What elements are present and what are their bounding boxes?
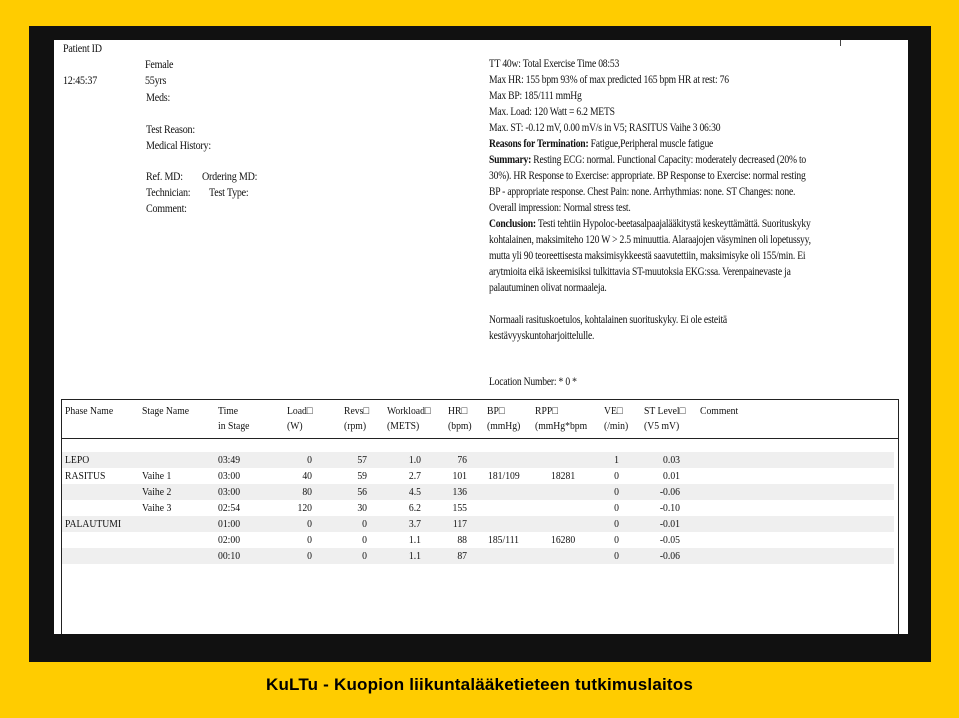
meds-label: Meds:	[146, 92, 171, 104]
column-header: Workload□	[387, 405, 431, 417]
table-cell: 4.5	[408, 486, 421, 498]
table-cell: 0	[614, 502, 619, 514]
table-cell: Vaihe 1	[142, 470, 172, 482]
table-cell: 136	[452, 486, 467, 498]
column-header: HR□	[448, 405, 468, 417]
summary-text: Resting ECG: normal. Functional Capacity: moderately decreased (20% to	[531, 154, 807, 166]
column-header: RPP□	[535, 405, 559, 417]
table-cell: 1.0	[408, 454, 421, 466]
column-header: Revs□	[344, 405, 370, 417]
table-cell: -0.05	[659, 534, 680, 546]
summary-line: Max BP: 185/111 mmHg	[489, 90, 582, 102]
table-row	[62, 484, 894, 500]
column-header: BP□	[487, 405, 505, 417]
column-header: Comment	[700, 405, 739, 417]
column-header: VE□	[604, 405, 623, 417]
conclusion-text: palautuminen olivat normaaleja.	[489, 282, 607, 294]
table-cell: 155	[452, 502, 467, 514]
column-unit: (mmHg*bpm	[535, 420, 588, 432]
column-unit: (bpm)	[448, 420, 472, 432]
ordering-md-label: Ordering MD:	[202, 171, 258, 183]
table-cell: 101	[452, 470, 467, 482]
termination-value: Fatigue,Peripheral muscle fatigue	[588, 138, 714, 150]
table-cell: 03:00	[218, 470, 241, 482]
table-cell: 0	[614, 470, 619, 482]
summary-line: Max. Load: 120 Watt = 6.2 METS	[489, 106, 615, 118]
table-cell: 00:10	[218, 550, 241, 562]
table-cell: 03:49	[218, 454, 241, 466]
test-reason-label: Test Reason:	[146, 124, 195, 136]
table-cell: 3.7	[408, 518, 421, 530]
footer-caption: KuLTu - Kuopion liikuntalääketieteen tutkimuslaitos	[265, 675, 694, 694]
table-cell: 0	[614, 518, 619, 530]
scan-mark	[840, 40, 841, 46]
table-cell: 18281	[551, 470, 576, 482]
table-cell: 03:00	[218, 486, 241, 498]
table-cell: 1.1	[408, 550, 421, 562]
table-cell: 0	[614, 486, 619, 498]
patient-id-label: Patient ID	[63, 43, 102, 55]
table-cell: 0	[362, 534, 367, 546]
table-row	[62, 548, 894, 564]
table-cell: 0	[307, 534, 312, 546]
exercise-test-report	[54, 40, 908, 634]
conclusion-text: mutta yli 90 teoreettisesta maksimisykkeestä saavutettiin, maksimisyke oli 155/min. Ei	[489, 250, 806, 262]
table-cell: 185/111	[488, 534, 520, 546]
termination-label: Reasons for Termination:	[489, 138, 589, 150]
table-cell: 0	[614, 550, 619, 562]
summary-text: BP - appropriate response. Chest Pain: none. Arrhythmias: none. ST Changes: none.	[489, 186, 796, 198]
table-row	[62, 452, 894, 468]
summary-line: TT 40w: Total Exercise Time 08:53	[489, 58, 620, 70]
patient-sex: Female	[145, 59, 174, 71]
table-cell: 80	[302, 486, 312, 498]
table-cell: 120	[297, 502, 312, 514]
table-cell: -0.10	[659, 502, 680, 514]
table-cell: PALAUTUMI	[65, 518, 122, 530]
column-unit: in Stage	[218, 420, 250, 432]
table-cell: 01:00	[218, 518, 241, 530]
note-text: kestävyyskuntoharjoittelulle.	[489, 330, 595, 342]
table-cell: 0	[307, 550, 312, 562]
table-cell: Vaihe 2	[142, 486, 172, 498]
summary-label: Summary:	[489, 154, 532, 166]
conclusion-label: Conclusion:	[489, 218, 536, 230]
stage-table	[61, 399, 899, 634]
column-unit: (V5 mV)	[644, 420, 680, 432]
ref-md-label: Ref. MD:	[146, 171, 183, 183]
termination-line	[489, 138, 713, 151]
technician-label: Technician:	[146, 187, 191, 199]
column-header: Load□	[287, 405, 313, 417]
table-cell: 1.1	[408, 534, 421, 546]
table-cell: 02:54	[218, 502, 241, 514]
column-unit: (mmHg)	[487, 420, 521, 432]
comment-label: Comment:	[146, 203, 187, 215]
table-cell: 0	[307, 518, 312, 530]
column-unit: (/min)	[604, 420, 629, 432]
summary-text: 30%). HR Response to Exercise: appropriate. BP Response to Exercise: normal resting	[489, 170, 806, 182]
table-cell: 6.2	[408, 502, 421, 514]
test-time: 12:45:37	[63, 75, 98, 87]
column-header: ST Level□	[644, 405, 686, 417]
conclusion-paragraph	[489, 218, 811, 231]
column-header: Phase Name	[65, 405, 114, 417]
table-cell: RASITUS	[65, 470, 106, 482]
summary-line: Max. ST: -0.12 mV, 0.00 mV/s in V5; RASITUS Vaihe 3 06:30	[489, 122, 721, 134]
summary-line: Max HR: 155 bpm 93% of max predicted 165 bpm HR at rest: 76	[489, 74, 729, 86]
table-cell: 2.7	[408, 470, 421, 482]
table-cell: 181/109	[488, 470, 520, 482]
table-cell: -0.01	[659, 518, 680, 530]
table-cell: 1	[614, 454, 619, 466]
table-cell: 30	[357, 502, 367, 514]
table-cell: 0	[614, 534, 619, 546]
overall-impression: Overall impression: Normal stress test.	[489, 202, 631, 214]
column-unit: (W)	[287, 420, 303, 432]
table-cell: 57	[357, 454, 367, 466]
table-cell: 59	[357, 470, 367, 482]
conclusion-text: Testi tehtiin Hypoloc-beetasalpaajalääkitystä keskeyttämättä. Suorituskyky	[535, 218, 811, 230]
column-header: Time	[218, 405, 239, 417]
table-cell: 16280	[551, 534, 576, 546]
table-cell: 40	[302, 470, 312, 482]
column-unit: (rpm)	[344, 420, 367, 432]
table-cell: 0	[362, 518, 367, 530]
table-cell: 76	[457, 454, 467, 466]
table-cell: -0.06	[659, 486, 680, 498]
location-number: Location Number: * 0 *	[489, 376, 577, 388]
summary-paragraph	[489, 154, 806, 167]
table-cell: 02:00	[218, 534, 241, 546]
table-cell: Vaihe 3	[142, 502, 172, 514]
medical-history-label: Medical History:	[146, 140, 211, 152]
table-cell: 88	[457, 534, 467, 546]
table-row	[62, 516, 894, 532]
column-unit: (METS)	[387, 420, 420, 432]
conclusion-text: arytmioita eikä iskeemisiksi tulkittavia ST-muutoksia EKG:ssa. Verenpainevaste ja	[489, 266, 791, 278]
table-cell: 0	[307, 454, 312, 466]
column-header: Stage Name	[142, 405, 190, 417]
table-cell: 117	[452, 518, 467, 530]
table-cell: 0.03	[663, 454, 680, 466]
test-type-label: Test Type:	[209, 187, 249, 199]
table-cell: 56	[357, 486, 367, 498]
table-cell: LEPO	[65, 454, 90, 466]
table-cell: 87	[457, 550, 467, 562]
note-text: Normaali rasituskoetulos, kohtalainen suorituskyky. Ei ole esteitä	[489, 314, 727, 326]
conclusion-text: kohtalainen, maksimiteho 120 W > 2.5 minuuttia. Alaraajojen väsyminen oli lopetussyy,	[489, 234, 811, 246]
header-divider	[62, 438, 898, 439]
patient-age: 55yrs	[145, 75, 167, 87]
table-cell: 0.01	[663, 470, 680, 482]
table-cell: -0.06	[659, 550, 680, 562]
table-cell: 0	[362, 550, 367, 562]
